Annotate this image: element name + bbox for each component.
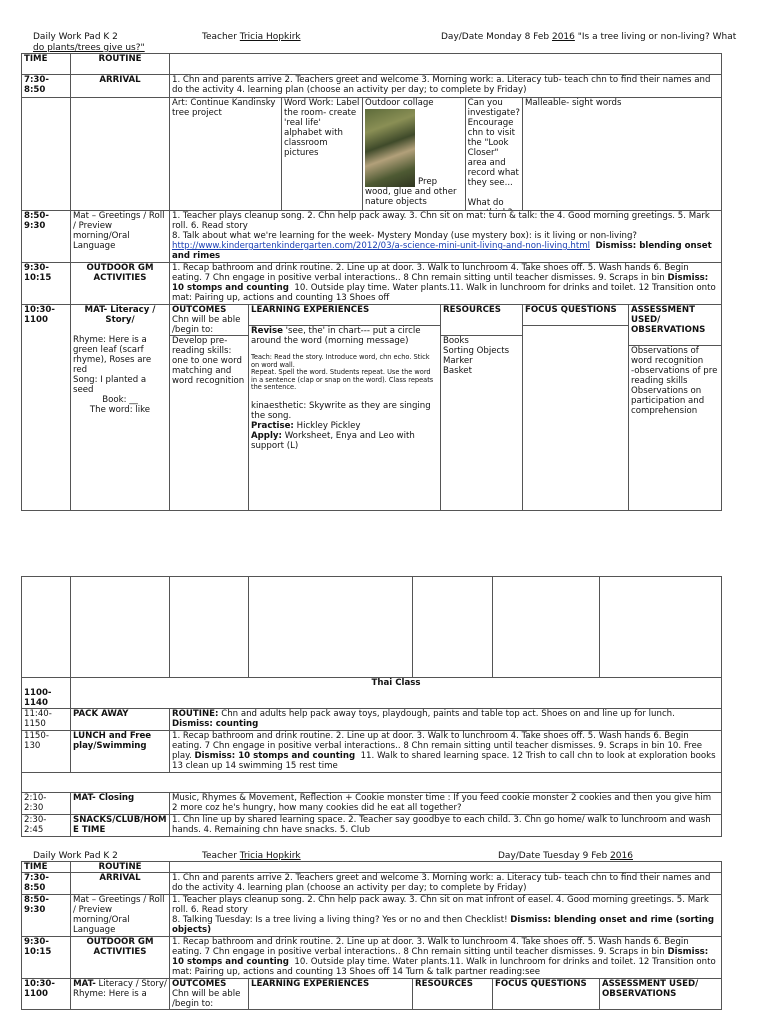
outcomes-header: OUTCOMES (172, 979, 227, 989)
arrival-text: 1. Chn and parents arrive 2. Teachers greet and welcome 3. Morning work: a. Literacy tub- teach chn to find their names and do the activity 4. learning plan (choose an activity per day; to complete by Friday) (170, 75, 722, 98)
blank-cell (249, 577, 413, 678)
activities-routine-blank (71, 98, 170, 211)
thai-row (22, 678, 722, 709)
revise-text: 'see, the' in chart--- put a circle around the word (morning message) (251, 326, 421, 346)
activity-art: Art: Continue Kandinsky tree project (170, 98, 282, 210)
lunch-text1: 1. Recap bathroom and drink routine. 2. Line up at door. 3. Walk to lunchroom 4. Take shoes off. 5. Wash hands 6. Begin eating. 7 Chn engage in positive verbal interactions.. 8 Chn remain sitting until teacher dismisses. 9. Scraps in bin 10. Free play. (172, 731, 703, 761)
gap-row (22, 773, 722, 793)
outdoor-text1: 1. Recap bathroom and drink routine. 2. Line up at door. 3. Walk to lunchroom 4. Take shoes off. 5. Wash hands 6. Begin eating. 7 Chn engage in positive verbal interactions.. 8 Chn remain sitting until teacher dismisses. 9. Scraps in bin (172, 263, 689, 283)
outdoor-routine: OUTDOOR GM ACTIVITIES (71, 263, 170, 305)
mat-text2: 8. Talk about what we're learning for the week- Mystery Monday (use mystery box): is it living or non-living? (172, 231, 637, 241)
continued-blank-row (22, 577, 722, 678)
activity-investigate (466, 98, 522, 210)
investigate-question: What do (467, 198, 504, 208)
assessment-header: ASSESSMENT USED/ OBSERVATIONS (631, 305, 706, 335)
lunch-time: 1150- 130 (22, 731, 71, 773)
art-and-word-cell (170, 98, 363, 211)
learning-header: LEARNING EXPERIENCES (249, 979, 413, 1010)
mat-time: 8:50- 9:30 (22, 211, 71, 263)
outcomes-cell (170, 979, 249, 1010)
header-row (22, 862, 722, 873)
lunch-row (22, 731, 722, 773)
snacks-time: 2:30- 2:45 (22, 815, 71, 837)
revise-label: Revise (251, 326, 283, 336)
pack-dismiss: Dismiss: counting (172, 719, 259, 729)
outdoor-row (22, 937, 722, 979)
focus-header: FOCUS QUESTIONS (525, 305, 617, 315)
mat-text: 1. Teacher plays cleanup song. 2. Chn help pack away. 3. Chn sit on mat: turn & talk: the 4. Good morning greetings. 5. Mark roll. 6. Read story (172, 211, 710, 231)
mat-routine: Mat – Greetings / Roll / Preview morning/Oral Language (71, 895, 170, 937)
mat-time: 8:50- 9:30 (22, 895, 71, 937)
arrival-time: 7:30- 8:50 (22, 873, 71, 895)
mat-text-cell (170, 895, 722, 937)
blank-cell (71, 577, 170, 678)
pack-away-row (22, 709, 722, 731)
apply-label: Apply: (251, 430, 282, 441)
teacher-label: Teacher (202, 851, 237, 861)
pack-routine: PACK AWAY (71, 709, 170, 731)
outdoor-collage-prep: Prep (418, 177, 438, 187)
outcomes-text: Develop pre-reading skills: one to one word matching and word recognition (170, 335, 248, 386)
literacy-rhyme: Rhyme: Here is a green leaf (scarf rhyme), Roses are red (73, 335, 152, 375)
literacy-routine-cell (71, 305, 170, 511)
arrival-time: 7:30- 8:50 (22, 75, 71, 98)
learning-cell (249, 305, 441, 511)
practise-text: Hickley Pickley (296, 420, 361, 431)
learning-apply (251, 431, 438, 451)
literacy-routine: Literacy / Story/ (98, 979, 167, 989)
thai-time: 1100- 1140 (22, 678, 71, 709)
page3-schedule-table (21, 861, 722, 1010)
outdoor-text2: 10. Outside play time. Water plants.11. Walk in lunchroom for drinks and toilet. 12 Transition onto mat: Pairing up, actions and counting 13 Shoes off (172, 283, 716, 303)
date-year: 2016 (610, 851, 633, 861)
closing-text: Music, Rhymes & Movement, Reflection + Cookie monster time : If you feed cookie monster 2 cookies and then you give him 2 more coz he's hungry, how many cookies did he eat all together? (170, 793, 722, 815)
header-blank (170, 862, 722, 873)
col-routine-header: ROUTINE (71, 862, 170, 873)
learning-teach: Teach: Read the story. Introduce word, chn echo. Stick on word wall. (251, 353, 430, 369)
literacy-time: 10:30- 1100 (22, 979, 71, 1010)
literacy-row (22, 305, 722, 511)
blank-cell (493, 577, 600, 678)
literacy-word: The word: like (89, 405, 151, 415)
mat-routine: Mat – Greetings / Roll / Preview morning/Oral Language (71, 211, 170, 263)
blank-cell (22, 577, 71, 678)
teacher-label: Teacher (202, 32, 237, 42)
resources-cell (441, 305, 523, 511)
arrival-text: 1. Chn and parents arrive 2. Teachers greet and welcome 3. Morning work: a. Literacy tub- teach chn to find their names and do the activity 4. learning plan (choose an activity per day; to complete by Friday) (170, 873, 722, 895)
investigate-text: Can you investigate? Encourage chn to visit the "Look Closer" area and record what they see... (467, 98, 520, 188)
mat-text: 1. Teacher plays cleanup song. 2. Chn help pack away. 3. Chn sit on mat infront of easel. 4. Good morning greetings. 5. Mark roll. 6. Read story (172, 895, 709, 915)
page3-teacher (202, 851, 301, 861)
learning-kinaesthetic: kinaesthetic: Skywrite as they are singing the song. (251, 400, 431, 421)
outdoor-dismiss: Dismiss: 10 stomps and counting (172, 273, 709, 293)
header-blank (170, 54, 722, 75)
learning-practise (251, 421, 438, 431)
literacy-rhyme: Rhyme: Here is a (73, 989, 147, 999)
snacks-row (22, 815, 722, 837)
outdoor-and-investigate-cell (363, 98, 523, 211)
page2-schedule-table (21, 576, 722, 837)
mat-dismiss: Dismiss: blending onset and rime (sorting objects) (172, 915, 715, 935)
page1-header-question: do plants/trees give us?" (33, 43, 145, 53)
literacy-routine-label: MAT- (73, 979, 96, 989)
date-topic: "Is a tree living or non-living? What (577, 32, 737, 42)
blank-cell (413, 577, 493, 678)
closing-time: 2:10- 2:30 (22, 793, 71, 815)
activity-word-work: Word Work: Label the room- create 'real life' alphabet with classroom pictures (284, 98, 360, 158)
arrival-routine: ARRIVAL (71, 873, 170, 895)
date-year: 2016 (551, 32, 575, 42)
pack-time: 11:40- 1150 (22, 709, 71, 731)
mat-greetings-row (22, 211, 722, 263)
outdoor-text1: 1. Recap bathroom and drink routine. 2. Line up at door. 3. Walk to lunchroom 4. Take shoes off. 5. Wash hands 6. Begin eating. 7 Chn engage in positive verbal interactions.. 8 Chn remain sitting until teacher dismisses. 9. Scraps in bin (172, 937, 689, 957)
resources-header: RESOURCES (443, 305, 501, 315)
activity-outdoor-collage (363, 98, 466, 210)
mat-greetings-row (22, 895, 722, 937)
literacy-row (22, 979, 722, 1010)
outdoor-time: 9:30- 10:15 (22, 263, 71, 305)
page1-date (441, 32, 736, 42)
page1-header-pad: Daily Work Pad K 2 (33, 32, 118, 42)
header-row (22, 54, 722, 75)
practise-label: Practise: (251, 420, 294, 431)
mat-dismiss: Dismiss: blending onset and rimes (172, 241, 712, 261)
outdoor-dismiss: Dismiss: 10 stomps and counting (172, 947, 709, 967)
pack-text-cell (170, 709, 722, 731)
outdoor-collage-title: Outdoor collage (365, 98, 434, 108)
page1-teacher (202, 32, 301, 42)
outdoor-text2: 10. Outside play time. Water plants.11. Walk in lunchroom for drinks and toilet. 12 Transition onto mat: Pairing up, actions and counting 13 Shoes off 14 Turn & talk partner reading:see (172, 957, 716, 977)
learning-repeat: Repeat. Spell the word. Students repeat. Use the word in a sentence (clap or snap on the word). Class repeats the sentence. (251, 368, 434, 391)
assessment-text: Observations of word recognition -observations of pre reading skills Observations on participation and comprehension (629, 345, 721, 416)
learning-revise (249, 325, 440, 346)
page3-date (498, 851, 633, 861)
lunch-text-cell (170, 731, 722, 773)
assessment-cell (629, 305, 722, 511)
literacy-routine: MAT- Literacy / Story/ (84, 305, 156, 325)
resources-text: Books Sorting Objects Marker Basket (441, 335, 522, 376)
literacy-time: 10:30- 1100 (22, 305, 71, 511)
closing-row (22, 793, 722, 815)
snacks-text: 1. Chn line up by shared learning space. 2. Teacher say goodbye to each child. 3. Chn go home/ walk to lunchroom and wash hands. 4. Remaining chn have snacks. 5. Club (170, 815, 722, 837)
outcomes-sub: Chn will be able /begin to: (172, 315, 241, 335)
outdoor-routine: OUTDOOR GM ACTIVITIES (71, 937, 170, 979)
outcomes-sub: Chn will be able /begin to: (172, 989, 241, 1009)
col-routine-header: ROUTINE (71, 54, 170, 75)
col-time-header: TIME (22, 862, 71, 873)
snacks-routine: SNACKS/CLUB/HOME TIME (71, 815, 170, 837)
thai-label: Thai Class (71, 678, 722, 709)
outdoor-row (22, 263, 722, 305)
apply-text: Worksheet, Enya and Leo with support (L) (251, 430, 415, 451)
mat-link[interactable]: http://www.kindergartenkindergarten.com/2012/03/a-science-mini-unit-living-and-non-living.html (172, 241, 590, 251)
activities-row (22, 98, 722, 211)
focus-cell (523, 305, 629, 511)
lunch-dismiss: Dismiss: 10 stomps and counting (194, 751, 356, 761)
outdoor-time: 9:30- 10:15 (22, 937, 71, 979)
outdoor-text-cell (170, 937, 722, 979)
literacy-book: Book: __ (102, 395, 138, 405)
lunch-routine: LUNCH and Free play/Swimming (71, 731, 170, 773)
date-label: Day/Date Monday 8 Feb (441, 32, 550, 42)
teacher-name: Tricia Hopkirk (239, 851, 301, 861)
arrival-row (22, 873, 722, 895)
pack-label: ROUTINE: (172, 709, 219, 719)
collage-photo (365, 109, 415, 187)
activities-time-blank (22, 98, 71, 211)
arrival-row (22, 75, 722, 98)
assessment-header: ASSESSMENT USED/ OBSERVATIONS (600, 979, 722, 1010)
blank-cell (170, 577, 249, 678)
date-label: Day/Date Tuesday 9 Feb (498, 851, 608, 861)
page3-header-pad: Daily Work Pad K 2 (33, 851, 118, 861)
resources-header: RESOURCES (413, 979, 493, 1010)
arrival-routine: ARRIVAL (71, 75, 170, 98)
focus-header: FOCUS QUESTIONS (493, 979, 600, 1010)
lunch-text2: 11. Walk to shared learning space. 12 Trish to call chn to look at exploration books 13 clean up 14 swimming 15 rest time (172, 751, 716, 771)
gap-cell (22, 773, 722, 793)
outdoor-collage-text: wood, glue and other nature objects (365, 187, 457, 207)
blank-cell (600, 577, 722, 678)
outcomes-cell (170, 305, 249, 511)
learning-header: LEARNING EXPERIENCES (251, 305, 370, 315)
col-time-header: TIME (22, 54, 71, 75)
closing-routine: MAT- Closing (71, 793, 170, 815)
outdoor-text-cell (170, 263, 722, 305)
pack-text: Chn and adults help pack away toys, playdough, paints and table top act. Shoes on and line up for lunch. (221, 709, 675, 719)
literacy-song: Song: I planted a seed (73, 375, 147, 395)
literacy-routine-cell (71, 979, 170, 1010)
activity-malleable: Malleable- sight words (523, 98, 722, 211)
mat-text-cell (170, 211, 722, 263)
outcomes-header: OUTCOMES (172, 305, 227, 315)
mat-text2: 8. Talking Tuesday: Is a tree living a living thing? Yes or no and then Checklist! (172, 915, 508, 925)
teacher-name: Tricia Hopkirk (239, 32, 301, 42)
page1-schedule-table (21, 53, 722, 511)
